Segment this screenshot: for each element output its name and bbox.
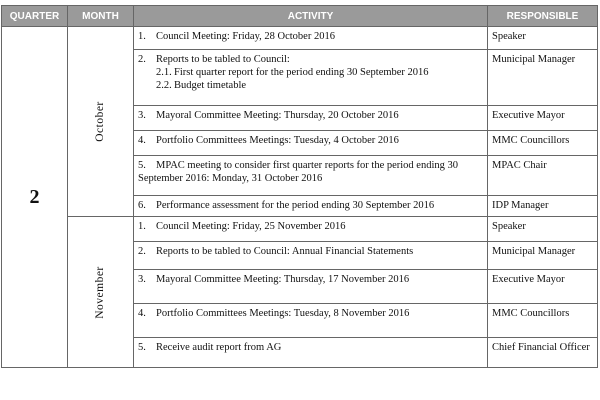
activity-cell [134,27,488,50]
activity-text: Receive audit report from AG [156,342,282,353]
responsible-cell: MMC Councillors [488,131,598,156]
quarter-cell: 2 [2,27,68,368]
month-cell-october [68,27,134,217]
activity-text: Portfolio Committees Meetings: Tuesday, 4 October 2016 [156,135,399,146]
activity-cell [134,270,488,304]
month-label: November [93,265,106,319]
sub-item-text: Budget timetable [174,80,247,91]
activity-cell [134,106,488,131]
sub-item [138,66,483,79]
activity-cell [134,338,488,368]
responsible-cell: Municipal Manager [488,50,598,106]
sub-item-number: 2.1. [156,67,172,78]
month-label: October [93,101,106,142]
activity-text: Council Meeting: Friday, 25 November 2016 [156,221,346,232]
activity-text: Mayoral Committee Meeting: Thursday, 17 November 2016 [156,274,410,285]
header-responsible: RESPONSIBLE [488,6,598,27]
responsible-cell: MMC Councillors [488,304,598,338]
table-row [2,217,598,242]
header-month: MONTH [68,6,134,27]
item-number: 5. [138,160,146,171]
activity-cell [134,196,488,217]
table-row [2,27,598,50]
item-number: 1. [138,31,146,42]
item-number: 2. [138,54,146,65]
item-number: 2. [138,246,146,257]
responsible-cell: Executive Mayor [488,106,598,131]
activity-text: Reports to be tabled to Council: [156,54,290,65]
item-number: 3. [138,274,146,285]
activity-cell [134,131,488,156]
activity-text: Council Meeting: Friday, 28 October 2016 [156,31,335,42]
item-number: 4. [138,308,146,319]
sub-item-text: First quarter report for the period ending 30 September 2016 [174,67,429,78]
activity-text: Mayoral Committee Meeting: Thursday, 20 October 2016 [156,110,399,121]
item-number: 6. [138,200,146,211]
activity-text: Portfolio Committees Meetings: Tuesday, 8 November 2016 [156,308,410,319]
activity-text: MPAC meeting to consider first quarter reports for the period ending 30 September 2016: Monday, 31 October 2016 [138,160,459,184]
header-quarter: QUARTER [2,6,68,27]
activity-cell [134,156,488,196]
responsible-cell: Municipal Manager [488,242,598,270]
schedule-table [1,5,598,368]
responsible-cell: Chief Financial Officer [488,338,598,368]
responsible-cell: Speaker [488,217,598,242]
activity-text: Performance assessment for the period ending 30 September 2016 [156,200,435,211]
header-activity: ACTIVITY [134,6,488,27]
item-number: 1. [138,221,146,232]
responsible-cell: Executive Mayor [488,270,598,304]
responsible-cell: Speaker [488,27,598,50]
item-number: 5. [138,342,146,353]
activity-cell [134,242,488,270]
item-number: 4. [138,135,146,146]
activity-text: Reports to be tabled to Council: Annual Financial Statements [156,246,414,257]
responsible-cell: MPAC Chair [488,156,598,196]
month-cell-november [68,217,134,368]
responsible-cell: IDP Manager [488,196,598,217]
sub-item-number: 2.2. [156,80,172,91]
sub-item [138,79,483,92]
header-row [2,6,598,27]
item-number: 3. [138,110,146,121]
activity-cell [134,304,488,338]
activity-cell [134,50,488,106]
activity-cell [134,217,488,242]
